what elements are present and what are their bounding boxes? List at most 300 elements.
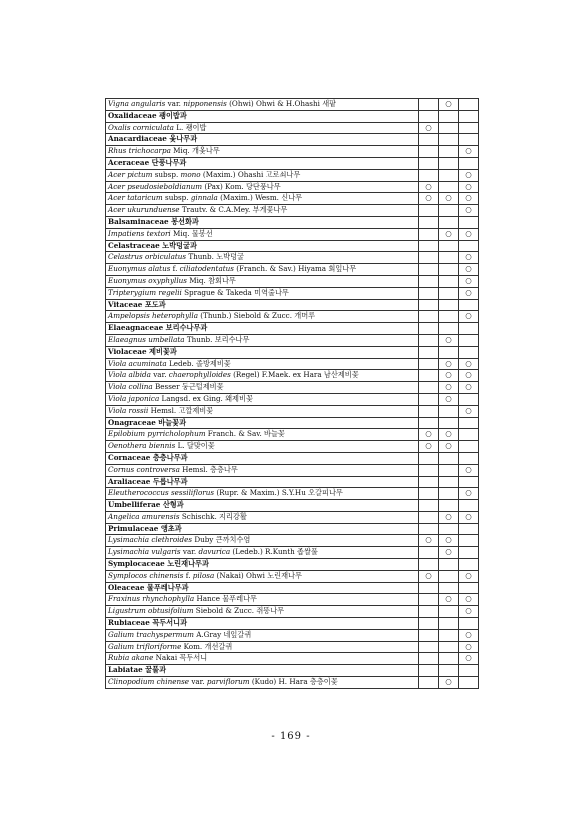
occurrence-mark: ○ bbox=[459, 311, 479, 323]
species-row bbox=[106, 547, 479, 559]
occurrence-mark: ○ bbox=[459, 370, 479, 382]
name-text-part: (Maxim.) Ohashi 고로쇠나무 bbox=[200, 169, 301, 179]
scientific-name-part: Lysimachia clethroides bbox=[108, 535, 193, 545]
empty-cell bbox=[419, 216, 439, 228]
scientific-name-part: Viola rossii bbox=[108, 405, 149, 415]
species-name bbox=[106, 594, 419, 606]
occurrence-mark: ○ bbox=[419, 122, 439, 134]
scientific-name-part: Viola japonica bbox=[108, 393, 160, 403]
occurrence-mark bbox=[419, 641, 439, 653]
empty-cell bbox=[419, 665, 439, 677]
empty-cell bbox=[439, 476, 459, 488]
species-name bbox=[106, 99, 419, 111]
occurrence-mark bbox=[419, 511, 439, 523]
family-name: Aceraceae 단풍나무과 bbox=[106, 157, 419, 169]
occurrence-mark: ○ bbox=[459, 511, 479, 523]
species-name bbox=[106, 358, 419, 370]
occurrence-mark bbox=[439, 287, 459, 299]
species-row bbox=[106, 405, 479, 417]
empty-cell bbox=[459, 240, 479, 252]
empty-cell bbox=[439, 110, 459, 122]
species-name bbox=[106, 511, 419, 523]
species-row bbox=[106, 488, 479, 500]
empty-cell bbox=[459, 323, 479, 335]
occurrence-mark: ○ bbox=[459, 287, 479, 299]
species-name bbox=[106, 488, 419, 500]
empty-cell bbox=[439, 417, 459, 429]
occurrence-mark bbox=[439, 629, 459, 641]
empty-cell bbox=[459, 476, 479, 488]
name-text-part: Schischk. 지리강활 bbox=[179, 511, 247, 521]
empty-cell bbox=[419, 134, 439, 146]
empty-cell bbox=[439, 500, 459, 512]
species-name bbox=[106, 464, 419, 476]
species-row bbox=[106, 653, 479, 665]
species-row bbox=[106, 275, 479, 287]
occurrence-mark: ○ bbox=[459, 181, 479, 193]
occurrence-mark bbox=[419, 629, 439, 641]
occurrence-mark: ○ bbox=[459, 228, 479, 240]
occurrence-mark: ○ bbox=[439, 370, 459, 382]
occurrence-mark bbox=[439, 311, 459, 323]
name-text-part: f. bbox=[183, 570, 193, 580]
species-name bbox=[106, 228, 419, 240]
occurrence-mark bbox=[419, 146, 439, 158]
family-row bbox=[106, 618, 479, 630]
occurrence-mark bbox=[419, 488, 439, 500]
empty-cell bbox=[459, 110, 479, 122]
species-row bbox=[106, 228, 479, 240]
species-name bbox=[106, 570, 419, 582]
species-name bbox=[106, 122, 419, 134]
species-row bbox=[106, 181, 479, 193]
name-text-part: (Regel) F.Maek. ex Hara 남산제비꽃 bbox=[230, 370, 359, 380]
occurrence-mark: ○ bbox=[459, 653, 479, 665]
occurrence-mark bbox=[439, 181, 459, 193]
occurrence-mark bbox=[419, 547, 439, 559]
occurrence-mark: ○ bbox=[439, 334, 459, 346]
occurrence-mark bbox=[459, 535, 479, 547]
occurrence-mark bbox=[439, 641, 459, 653]
scientific-name-part: ginnala bbox=[190, 193, 218, 203]
occurrence-mark: ○ bbox=[419, 535, 439, 547]
scientific-name-part: Acer tataricum bbox=[108, 193, 163, 203]
scientific-name-part: nipponensis bbox=[183, 99, 227, 108]
species-name bbox=[106, 205, 419, 217]
occurrence-mark bbox=[419, 594, 439, 606]
family-row bbox=[106, 500, 479, 512]
scientific-name-part: Cornus controversa bbox=[108, 464, 180, 474]
family-name: Symplocaceae 노린재나무과 bbox=[106, 559, 419, 571]
family-row bbox=[106, 582, 479, 594]
species-name bbox=[106, 370, 419, 382]
species-name bbox=[106, 535, 419, 547]
name-text-part: var. bbox=[180, 547, 199, 557]
species-name bbox=[106, 382, 419, 394]
family-row bbox=[106, 346, 479, 358]
scientific-name-part: Fraxinus rhynchophylla bbox=[108, 594, 195, 604]
species-row bbox=[106, 99, 479, 111]
occurrence-mark: ○ bbox=[419, 181, 439, 193]
occurrence-mark: ○ bbox=[419, 441, 439, 453]
occurrence-mark bbox=[419, 275, 439, 287]
occurrence-mark bbox=[459, 393, 479, 405]
family-name: Cornaceae 층층나무과 bbox=[106, 452, 419, 464]
empty-cell bbox=[419, 346, 439, 358]
species-name bbox=[106, 405, 419, 417]
occurrence-mark: ○ bbox=[459, 193, 479, 205]
name-text-part: f. bbox=[170, 264, 180, 274]
occurrence-mark: ○ bbox=[459, 405, 479, 417]
species-name bbox=[106, 641, 419, 653]
empty-cell bbox=[459, 452, 479, 464]
occurrence-mark bbox=[439, 488, 459, 500]
family-name: Labiatae 꿀풀과 bbox=[106, 665, 419, 677]
name-text-part: Ledeb. 졸방제비꽃 bbox=[166, 358, 231, 368]
scientific-name-part: Acer pictum bbox=[108, 169, 153, 179]
family-name: Vitaceae 포도과 bbox=[106, 299, 419, 311]
occurrence-mark bbox=[439, 205, 459, 217]
species-name bbox=[106, 393, 419, 405]
empty-cell bbox=[439, 299, 459, 311]
scientific-name-part: Ampelopsis heterophylla bbox=[108, 311, 199, 321]
occurrence-mark: ○ bbox=[459, 264, 479, 276]
occurrence-mark bbox=[419, 382, 439, 394]
scientific-name-part: Ligustrum obtusifolium bbox=[108, 606, 194, 616]
species-row bbox=[106, 441, 479, 453]
occurrence-mark: ○ bbox=[459, 464, 479, 476]
species-name bbox=[106, 275, 419, 287]
family-name: Anacardiaceae 옻나무과 bbox=[106, 134, 419, 146]
empty-cell bbox=[419, 582, 439, 594]
name-text-part: Miq. 개옻나무 bbox=[170, 146, 220, 156]
occurrence-mark: ○ bbox=[439, 358, 459, 370]
empty-cell bbox=[419, 523, 439, 535]
scientific-name-part: Galium trachyspermum bbox=[108, 629, 194, 639]
table-body bbox=[106, 99, 479, 689]
name-text-part: A.Gray 네잎갈퀴 bbox=[193, 629, 252, 639]
family-name: Oleaceae 물푸레나무과 bbox=[106, 582, 419, 594]
scientific-name-part: Viola collina bbox=[108, 382, 153, 392]
family-row bbox=[106, 323, 479, 335]
occurrence-mark bbox=[419, 99, 439, 111]
occurrence-mark: ○ bbox=[419, 570, 439, 582]
name-text-part: Hemsl. 고깔제비꽃 bbox=[148, 405, 214, 415]
name-text-part: var. bbox=[189, 677, 207, 687]
occurrence-mark bbox=[439, 122, 459, 134]
empty-cell bbox=[439, 134, 459, 146]
occurrence-mark: ○ bbox=[459, 606, 479, 618]
name-text-part: (Maxim.) Wesm. 신나무 bbox=[217, 193, 303, 203]
empty-cell bbox=[439, 452, 459, 464]
species-row bbox=[106, 629, 479, 641]
empty-cell bbox=[439, 559, 459, 571]
occurrence-mark bbox=[419, 464, 439, 476]
occurrence-mark bbox=[419, 358, 439, 370]
empty-cell bbox=[419, 476, 439, 488]
empty-cell bbox=[419, 618, 439, 630]
species-row bbox=[106, 570, 479, 582]
name-text-part: L. 괭이밥 bbox=[173, 122, 207, 132]
family-name: Elaeagnaceae 보리수나무과 bbox=[106, 323, 419, 335]
scientific-name-part: Epilobium pyrricholophum bbox=[108, 429, 206, 439]
empty-cell bbox=[419, 452, 439, 464]
empty-cell bbox=[459, 559, 479, 571]
species-row bbox=[106, 334, 479, 346]
species-name bbox=[106, 677, 419, 689]
name-text-part: Langsd. ex Ging. 왜제비꽃 bbox=[159, 393, 253, 403]
empty-cell bbox=[419, 559, 439, 571]
occurrence-mark: ○ bbox=[439, 535, 459, 547]
species-name bbox=[106, 429, 419, 441]
family-name: Onagraceae 바늘꽃과 bbox=[106, 417, 419, 429]
empty-cell bbox=[439, 157, 459, 169]
name-text-part: Nakai 꼭두서니 bbox=[153, 653, 208, 663]
occurrence-mark bbox=[419, 606, 439, 618]
species-row bbox=[106, 464, 479, 476]
name-text-part: Miq. 참회나무 bbox=[186, 275, 236, 285]
empty-cell bbox=[419, 417, 439, 429]
occurrence-mark bbox=[419, 287, 439, 299]
species-row bbox=[106, 641, 479, 653]
scientific-name-part: Euonymus alatus bbox=[108, 264, 171, 274]
species-name bbox=[106, 629, 419, 641]
name-text-part: Sprague & Takeda 미역줄나무 bbox=[181, 287, 289, 297]
name-text-part: (Nakai) Ohwi 노린재나무 bbox=[214, 570, 302, 580]
scientific-name-part: ciliatodentatus bbox=[179, 264, 234, 274]
occurrence-mark bbox=[439, 653, 459, 665]
species-name bbox=[106, 441, 419, 453]
occurrence-mark: ○ bbox=[439, 511, 459, 523]
scientific-name-part: Lysimachia vulgaris bbox=[108, 547, 181, 557]
occurrence-mark bbox=[439, 146, 459, 158]
empty-cell bbox=[439, 582, 459, 594]
occurrence-mark: ○ bbox=[439, 393, 459, 405]
family-row bbox=[106, 417, 479, 429]
species-row bbox=[106, 146, 479, 158]
scientific-name-part: Impatiens textori bbox=[108, 228, 171, 238]
empty-cell bbox=[439, 618, 459, 630]
family-row bbox=[106, 559, 479, 571]
occurrence-mark: ○ bbox=[459, 169, 479, 181]
name-text-part: subsp. bbox=[162, 193, 191, 203]
empty-cell bbox=[439, 216, 459, 228]
occurrence-mark bbox=[419, 677, 439, 689]
scientific-name-part: Acer pseudosieboldianum bbox=[108, 181, 203, 191]
species-name bbox=[106, 193, 419, 205]
scientific-name-part: Clinopodium chinense bbox=[108, 677, 190, 687]
occurrence-mark bbox=[419, 169, 439, 181]
species-name bbox=[106, 606, 419, 618]
species-name bbox=[106, 334, 419, 346]
scientific-name-part: Galium trifloriforme bbox=[108, 641, 182, 651]
empty-cell bbox=[439, 323, 459, 335]
scientific-name-part: pilosa bbox=[192, 570, 215, 580]
species-row bbox=[106, 169, 479, 181]
species-row bbox=[106, 393, 479, 405]
name-text-part: Kom. 개선갈퀴 bbox=[181, 641, 233, 651]
name-text-part: Trautv. & C.A.Mey. 부게꽃나무 bbox=[179, 205, 288, 215]
occurrence-mark: ○ bbox=[459, 358, 479, 370]
occurrence-mark: ○ bbox=[459, 382, 479, 394]
empty-cell bbox=[459, 523, 479, 535]
scientific-name-part: Euonymus oxyphyllus bbox=[108, 275, 187, 285]
scientific-name-part: Elaeagnus umbellata bbox=[108, 334, 185, 344]
empty-cell bbox=[439, 665, 459, 677]
occurrence-mark bbox=[419, 264, 439, 276]
occurrence-mark: ○ bbox=[439, 441, 459, 453]
family-name: Araliaceae 두릅나무과 bbox=[106, 476, 419, 488]
scientific-name-part: Tripterygium regelii bbox=[108, 287, 182, 297]
empty-cell bbox=[459, 417, 479, 429]
name-text-part: (Ohwi) Ohwi & H.Ohashi 새팥 bbox=[226, 99, 337, 108]
family-row bbox=[106, 157, 479, 169]
name-text-part: (Rupr. & Maxim.) S.Y.Hu 오갈피나무 bbox=[214, 488, 343, 498]
scientific-name-part: mono bbox=[180, 169, 201, 179]
species-row bbox=[106, 594, 479, 606]
empty-cell bbox=[459, 216, 479, 228]
species-name bbox=[106, 547, 419, 559]
name-text-part: Hemsl. 층층나무 bbox=[179, 464, 238, 474]
name-text-part: var. bbox=[165, 99, 184, 108]
occurrence-mark: ○ bbox=[439, 677, 459, 689]
family-row bbox=[106, 299, 479, 311]
occurrence-mark bbox=[459, 677, 479, 689]
occurrence-mark bbox=[459, 334, 479, 346]
occurrence-mark bbox=[419, 653, 439, 665]
occurrence-mark bbox=[439, 169, 459, 181]
occurrence-mark bbox=[459, 429, 479, 441]
scientific-name-part: Rhus trichocarpa bbox=[108, 146, 171, 156]
occurrence-mark bbox=[419, 334, 439, 346]
family-row bbox=[106, 523, 479, 535]
scientific-name-part: Rubia akane bbox=[108, 653, 154, 663]
name-text-part: (Franch. & Sav.) Hiyama 회잎나무 bbox=[233, 264, 357, 274]
species-name bbox=[106, 169, 419, 181]
species-row bbox=[106, 429, 479, 441]
empty-cell bbox=[459, 346, 479, 358]
name-text-part: (Ledeb.) R.Kunth 좁쌀풀 bbox=[230, 547, 318, 557]
name-text-part: Duby 큰까치수염 bbox=[192, 535, 251, 545]
empty-cell bbox=[459, 134, 479, 146]
occurrence-mark bbox=[419, 205, 439, 217]
scientific-name-part: Symplocos chinensis bbox=[108, 570, 184, 580]
scientific-name-part: davurica bbox=[198, 547, 231, 557]
occurrence-mark bbox=[439, 606, 459, 618]
species-name bbox=[106, 653, 419, 665]
family-row bbox=[106, 452, 479, 464]
species-row bbox=[106, 358, 479, 370]
empty-cell bbox=[419, 110, 439, 122]
name-text-part: (Kudo) H. Hara 층층이꽃 bbox=[249, 677, 338, 687]
name-text-part: (Thunb.) Siebold & Zucc. 개머루 bbox=[198, 311, 316, 321]
occurrence-mark bbox=[439, 264, 459, 276]
empty-cell bbox=[439, 346, 459, 358]
species-name bbox=[106, 264, 419, 276]
occurrence-mark bbox=[419, 311, 439, 323]
scientific-name-part: Oenothera biennis bbox=[108, 441, 176, 451]
occurrence-mark: ○ bbox=[459, 252, 479, 264]
species-row bbox=[106, 264, 479, 276]
family-name: Primulaceae 앵초과 bbox=[106, 523, 419, 535]
species-name bbox=[106, 146, 419, 158]
name-text-part: Hance 물푸레나무 bbox=[194, 594, 257, 604]
occurrence-mark bbox=[419, 405, 439, 417]
occurrence-mark bbox=[439, 464, 459, 476]
scientific-name-part: Celastrus orbiculatus bbox=[108, 252, 187, 262]
species-name bbox=[106, 311, 419, 323]
occurrence-mark bbox=[419, 370, 439, 382]
empty-cell bbox=[419, 157, 439, 169]
empty-cell bbox=[419, 240, 439, 252]
empty-cell bbox=[459, 500, 479, 512]
species-row bbox=[106, 193, 479, 205]
occurrence-mark: ○ bbox=[459, 205, 479, 217]
occurrence-mark: ○ bbox=[459, 641, 479, 653]
empty-cell bbox=[459, 582, 479, 594]
occurrence-mark bbox=[459, 99, 479, 111]
name-text-part: Thunb. 보리수나무 bbox=[184, 334, 250, 344]
name-text-part: Thunb. 노박덩굴 bbox=[186, 252, 244, 262]
family-name: Oxalidaceae 괭이밥과 bbox=[106, 110, 419, 122]
occurrence-mark bbox=[439, 275, 459, 287]
occurrence-mark: ○ bbox=[439, 382, 459, 394]
species-row bbox=[106, 311, 479, 323]
occurrence-mark bbox=[459, 441, 479, 453]
occurrence-mark bbox=[439, 252, 459, 264]
page-number: - 169 - bbox=[271, 731, 311, 742]
empty-cell bbox=[439, 240, 459, 252]
species-row bbox=[106, 205, 479, 217]
occurrence-mark: ○ bbox=[439, 193, 459, 205]
species-row bbox=[106, 370, 479, 382]
scientific-name-part: Viola acuminata bbox=[108, 358, 167, 368]
species-row bbox=[106, 122, 479, 134]
scientific-name-part: Viola albida bbox=[108, 370, 151, 380]
species-row bbox=[106, 252, 479, 264]
empty-cell bbox=[459, 299, 479, 311]
species-row bbox=[106, 606, 479, 618]
occurrence-mark bbox=[419, 393, 439, 405]
name-text-part: Siebold & Zucc. 쥐똥나무 bbox=[193, 606, 285, 616]
occurrence-mark: ○ bbox=[439, 547, 459, 559]
family-row bbox=[106, 476, 479, 488]
scientific-name-part: Vigna angularis bbox=[108, 99, 166, 108]
occurrence-mark: ○ bbox=[459, 275, 479, 287]
occurrence-mark: ○ bbox=[439, 429, 459, 441]
family-name: Umbelliferae 산형과 bbox=[106, 500, 419, 512]
name-text-part: (Pax) Kom. 당단풍나무 bbox=[202, 181, 281, 191]
name-text-part: Miq. 물봉선 bbox=[170, 228, 213, 238]
occurrence-mark bbox=[419, 228, 439, 240]
name-text-part: var. bbox=[150, 370, 169, 380]
species-name bbox=[106, 181, 419, 193]
name-text-part: L. 달맞이꽃 bbox=[175, 441, 215, 451]
occurrence-mark: ○ bbox=[439, 99, 459, 111]
empty-cell bbox=[419, 299, 439, 311]
species-row bbox=[106, 511, 479, 523]
species-row bbox=[106, 535, 479, 547]
occurrence-mark: ○ bbox=[439, 228, 459, 240]
family-name: Violaceae 제비꽃과 bbox=[106, 346, 419, 358]
family-row bbox=[106, 216, 479, 228]
species-checklist-table bbox=[105, 98, 479, 689]
occurrence-mark: ○ bbox=[459, 629, 479, 641]
family-name: Rubiaceae 꼭두서니과 bbox=[106, 618, 419, 630]
species-name bbox=[106, 252, 419, 264]
occurrence-mark: ○ bbox=[459, 570, 479, 582]
empty-cell bbox=[459, 157, 479, 169]
